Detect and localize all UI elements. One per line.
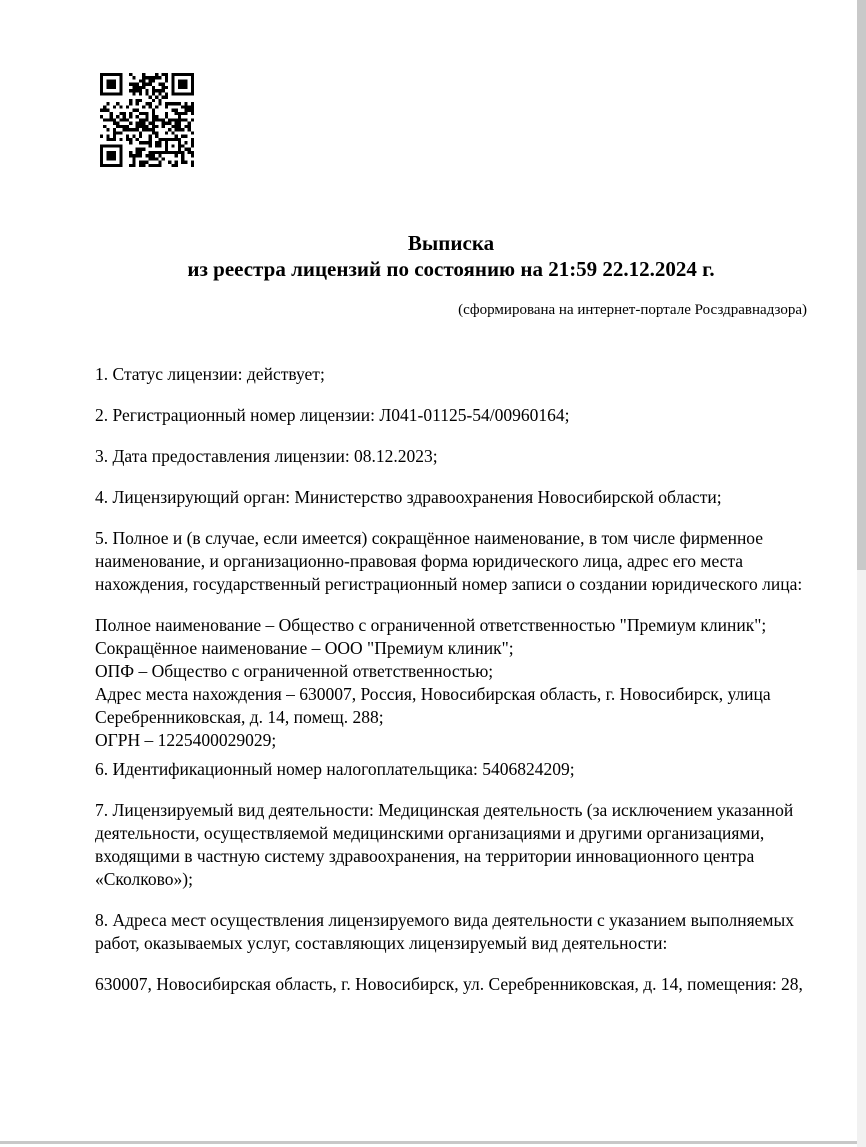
paragraph-line: Адрес места нахождения – 630007, Россия, Новосибирская область, г. Новосибирск, улица Серебренниковская, д. 14, помещ. 288; [95, 684, 771, 727]
paragraph-line: 2. Регистрационный номер лицензии: Л041-01125-54/00960164; [95, 405, 570, 425]
paragraph-line: 1. Статус лицензии: действует; [95, 364, 325, 384]
paragraph [95, 614, 807, 752]
paragraph-line: 3. Дата предоставления лицензии: 08.12.2023; [95, 446, 438, 466]
paragraph [95, 445, 807, 468]
source-note: (сформирована на интернет-портале Росздравнадзора) [458, 302, 807, 318]
paragraph-line: 7. Лицензируемый вид деятельности: Медицинская деятельность (за исключением указанной деятельности, осуществляемой медицинскими организациями и другими организациями, входящими в частную систему здравоохранения, на территории инновационного центра «Сколково»); [95, 800, 794, 889]
document-content [95, 0, 807, 1014]
paragraph [95, 363, 807, 386]
paragraph-line: 4. Лицензирующий орган: Министерство здравоохранения Новосибирской области; [95, 487, 722, 507]
document-body [95, 363, 807, 996]
scrollbar-track[interactable] [857, 0, 866, 1147]
paragraph-line: Полное наименование – Общество с ограниченной ответственностью "Премиум клиник"; [95, 615, 767, 635]
paragraph [95, 758, 807, 781]
paragraph [95, 486, 807, 509]
paragraph [95, 799, 807, 891]
page-title-line2: из реестра лицензий по состоянию на 21:59 22.12.2024 г. [187, 257, 715, 281]
page-title-line1: Выписка [407, 231, 495, 255]
paragraph [95, 909, 807, 955]
paragraph-line: Сокращённое наименование – ООО "Премиум клиник"; [95, 638, 514, 658]
page-title [95, 230, 807, 282]
paragraph [95, 973, 807, 996]
paragraph-line: 8. Адреса мест осуществления лицензируемого вида деятельности с указанием выполняемых работ, оказываемых услуг, составляющих лицензируемый вид деятельности: [95, 910, 794, 953]
paragraph-line: 6. Идентификационный номер налогоплательщика: 5406824209; [95, 759, 575, 779]
paragraph [95, 527, 807, 596]
paragraph-line: ОГРН – 1225400029029; [95, 730, 277, 750]
paragraph-line: 630007, Новосибирская область, г. Новосибирск, ул. Серебренниковская, д. 14, помещения: 28, [95, 974, 803, 994]
scrollbar-thumb[interactable] [857, 0, 866, 570]
paragraph-line: ОПФ – Общество с ограниченной ответственностью; [95, 661, 494, 681]
paragraph-line: 5. Полное и (в случае, если имеется) сокращённое наименование, в том числе фирменное наименование, и организационно-правовая форма юридического лица, адрес его места нахождения, государственный регистрационный номер записи о создании юридического лица: [95, 528, 803, 594]
paragraph [95, 404, 807, 427]
page-bottom-edge [0, 1141, 857, 1144]
